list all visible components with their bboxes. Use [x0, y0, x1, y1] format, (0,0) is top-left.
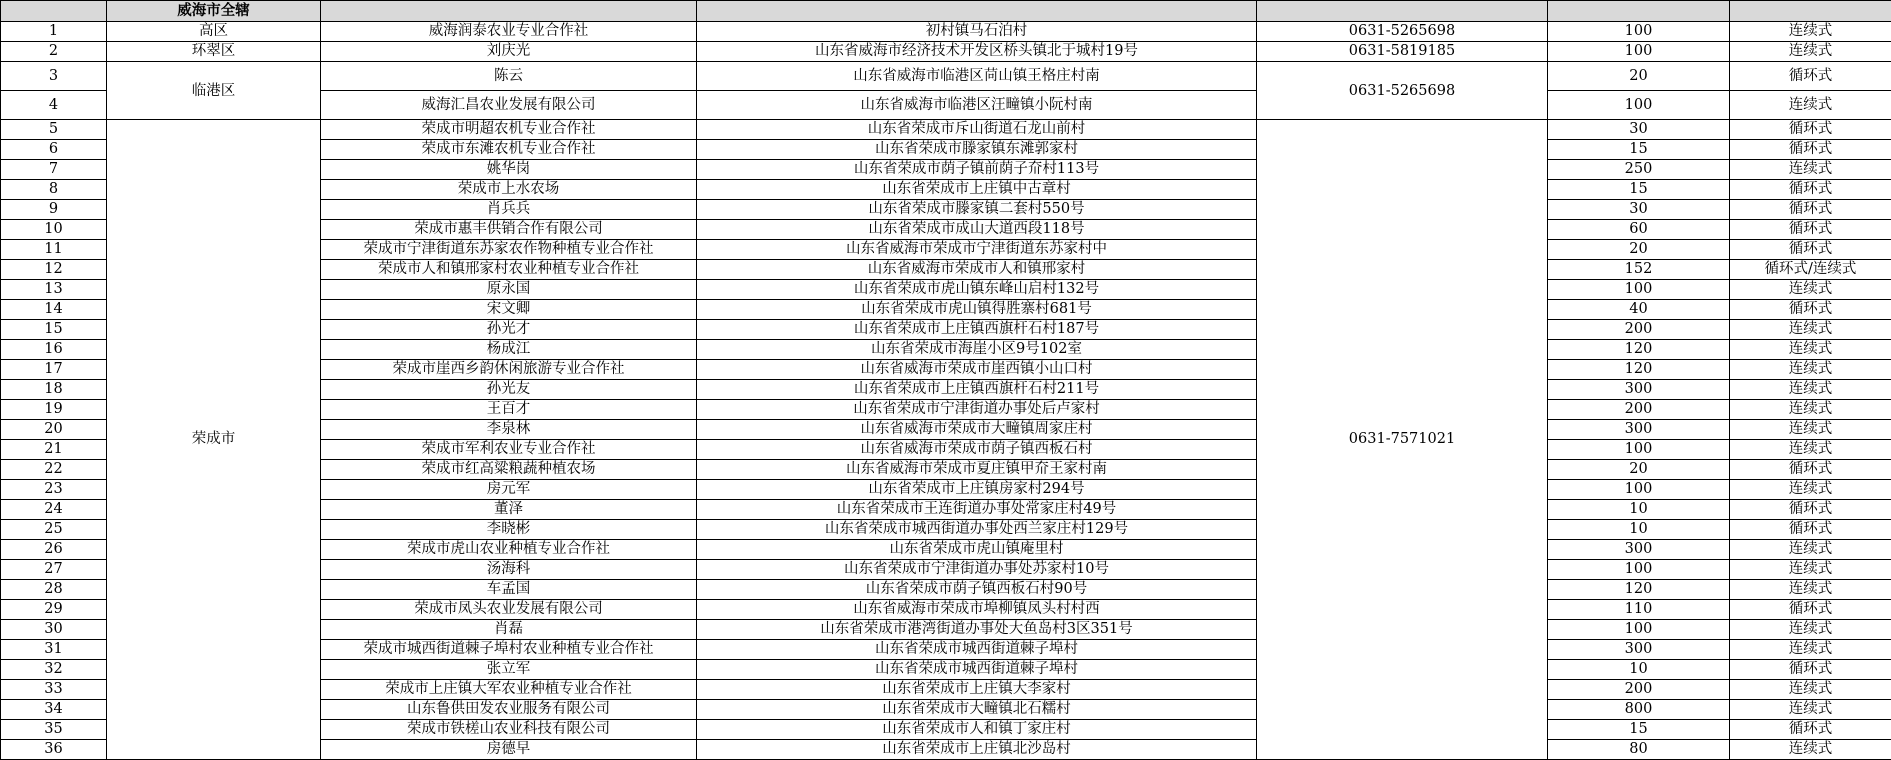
- cell-name[interactable]: 姚华岗: [321, 160, 697, 180]
- cell-no[interactable]: 15: [1, 320, 107, 340]
- cell-quantity[interactable]: 300: [1548, 420, 1730, 440]
- cell-no[interactable]: 10: [1, 220, 107, 240]
- cell-name[interactable]: 荣成市上水农场: [321, 180, 697, 200]
- cell-no[interactable]: 18: [1, 380, 107, 400]
- cell-type[interactable]: 循环式: [1730, 62, 1891, 91]
- cell-name[interactable]: 荣成市宁津街道东苏家农作物种植专业合作社: [321, 240, 697, 260]
- cell-type[interactable]: 连续式: [1730, 320, 1891, 340]
- cell-no[interactable]: 30: [1, 620, 107, 640]
- cell-address[interactable]: 山东省荣成市荫子镇西板石村90号: [697, 580, 1257, 600]
- cell-no[interactable]: 11: [1, 240, 107, 260]
- cell-quantity[interactable]: 100: [1548, 480, 1730, 500]
- cell-type[interactable]: 连续式: [1730, 440, 1891, 460]
- cell-no[interactable]: 12: [1, 260, 107, 280]
- cell-no[interactable]: 4: [1, 91, 107, 120]
- cell-type[interactable]: 循环式/连续式: [1730, 260, 1891, 280]
- cell-quantity[interactable]: 110: [1548, 600, 1730, 620]
- cell-name[interactable]: 荣成市东滩农机专业合作社: [321, 140, 697, 160]
- cell-address[interactable]: 山东省威海市荣成市夏庄镇甲夼王家村南: [697, 460, 1257, 480]
- cell-quantity[interactable]: 80: [1548, 740, 1730, 760]
- cell-name[interactable]: 原永国: [321, 280, 697, 300]
- cell-address[interactable]: 山东省威海市经济技术开发区桥头镇北于城村19号: [697, 42, 1257, 62]
- cell-address[interactable]: 山东省威海市荣成市人和镇邢家村: [697, 260, 1257, 280]
- cell-address[interactable]: 山东省荣成市海崖小区9号102室: [697, 340, 1257, 360]
- cell-address[interactable]: 山东省威海市荣成市崖西镇小山口村: [697, 360, 1257, 380]
- cell-no[interactable]: 21: [1, 440, 107, 460]
- cell-quantity[interactable]: 30: [1548, 200, 1730, 220]
- cell-no[interactable]: 1: [1, 22, 107, 42]
- cell-no[interactable]: 23: [1, 480, 107, 500]
- cell-type[interactable]: 连续式: [1730, 360, 1891, 380]
- cell-type[interactable]: 连续式: [1730, 680, 1891, 700]
- cell-address[interactable]: 山东省荣成市上庄镇北沙岛村: [697, 740, 1257, 760]
- cell-quantity[interactable]: 10: [1548, 660, 1730, 680]
- cell-name[interactable]: 山东鲁供田发农业服务有限公司: [321, 700, 697, 720]
- cell-no[interactable]: 14: [1, 300, 107, 320]
- cell-quantity[interactable]: 20: [1548, 240, 1730, 260]
- cell-no[interactable]: 20: [1, 420, 107, 440]
- header-cell-type[interactable]: [1730, 1, 1891, 22]
- cell-no[interactable]: 28: [1, 580, 107, 600]
- cell-quantity[interactable]: 100: [1548, 280, 1730, 300]
- cell-type[interactable]: 循环式: [1730, 660, 1891, 680]
- cell-quantity[interactable]: 120: [1548, 360, 1730, 380]
- cell-no[interactable]: 25: [1, 520, 107, 540]
- cell-type[interactable]: 连续式: [1730, 640, 1891, 660]
- table-body: [1, 1, 1891, 760]
- cell-no[interactable]: 29: [1, 600, 107, 620]
- header-row: [1, 1, 1891, 22]
- cell-no[interactable]: 26: [1, 540, 107, 560]
- cell-address[interactable]: 山东省威海市临港区汪疃镇小阮村南: [697, 91, 1257, 120]
- cell-address[interactable]: 山东省荣成市上庄镇房家村294号: [697, 480, 1257, 500]
- cell-quantity[interactable]: 200: [1548, 320, 1730, 340]
- cell-area[interactable]: 临港区: [107, 62, 321, 120]
- cell-type[interactable]: 连续式: [1730, 540, 1891, 560]
- cell-name[interactable]: 李晓彬: [321, 520, 697, 540]
- cell-type[interactable]: 连续式: [1730, 560, 1891, 580]
- cell-type[interactable]: 循环式: [1730, 520, 1891, 540]
- cell-type[interactable]: 连续式: [1730, 160, 1891, 180]
- cell-quantity[interactable]: 100: [1548, 620, 1730, 640]
- cell-address[interactable]: 山东省威海市临港区苘山镇王格庄村南: [697, 62, 1257, 91]
- cell-no[interactable]: 36: [1, 740, 107, 760]
- cell-no[interactable]: 13: [1, 280, 107, 300]
- cell-address[interactable]: 山东省荣成市上庄镇西旗杆石村211号: [697, 380, 1257, 400]
- cell-no[interactable]: 33: [1, 680, 107, 700]
- cell-type[interactable]: 循环式: [1730, 120, 1891, 140]
- cell-quantity[interactable]: 15: [1548, 140, 1730, 160]
- cell-name[interactable]: 孙光才: [321, 320, 697, 340]
- cell-address[interactable]: 山东省荣成市上庄镇中古章村: [697, 180, 1257, 200]
- cell-address[interactable]: 初村镇马石泊村: [697, 22, 1257, 42]
- cell-address[interactable]: 山东省荣成市人和镇丁家庄村: [697, 720, 1257, 740]
- cell-address[interactable]: 山东省荣成市上庄镇西旗杆石村187号: [697, 320, 1257, 340]
- cell-type[interactable]: 循环式: [1730, 720, 1891, 740]
- cell-type[interactable]: 循环式: [1730, 220, 1891, 240]
- cell-address[interactable]: 山东省荣成市港湾街道办事处大鱼岛村3区351号: [697, 620, 1257, 640]
- cell-address[interactable]: 山东省荣成市城西街道棘子埠村: [697, 640, 1257, 660]
- cell-type[interactable]: 连续式: [1730, 700, 1891, 720]
- cell-quantity[interactable]: 100: [1548, 42, 1730, 62]
- cell-quantity[interactable]: 100: [1548, 22, 1730, 42]
- cell-name[interactable]: 李泉林: [321, 420, 697, 440]
- cell-no[interactable]: 6: [1, 140, 107, 160]
- cell-quantity[interactable]: 120: [1548, 580, 1730, 600]
- cell-address[interactable]: 山东省荣成市城西街道棘子埠村: [697, 660, 1257, 680]
- cell-address[interactable]: 山东省威海市荣成市荫子镇西板石村: [697, 440, 1257, 460]
- cell-quantity[interactable]: 20: [1548, 460, 1730, 480]
- cell-type[interactable]: 连续式: [1730, 91, 1891, 120]
- cell-name[interactable]: 荣成市凤头农业发展有限公司: [321, 600, 697, 620]
- cell-quantity[interactable]: 40: [1548, 300, 1730, 320]
- cell-no[interactable]: 22: [1, 460, 107, 480]
- cell-name[interactable]: 荣成市铁槎山农业科技有限公司: [321, 720, 697, 740]
- cell-no[interactable]: 34: [1, 700, 107, 720]
- cell-address[interactable]: 山东省荣成市王连街道办事处常家庄村49号: [697, 500, 1257, 520]
- cell-name[interactable]: 荣成市惠丰供销合作有限公司: [321, 220, 697, 240]
- cell-address[interactable]: 山东省荣成市斥山街道石龙山前村: [697, 120, 1257, 140]
- cell-type[interactable]: 循环式: [1730, 140, 1891, 160]
- cell-type[interactable]: 连续式: [1730, 22, 1891, 42]
- cell-phone[interactable]: 0631-5265698: [1257, 22, 1548, 42]
- cell-quantity[interactable]: 300: [1548, 380, 1730, 400]
- cell-quantity[interactable]: 20: [1548, 62, 1730, 91]
- cell-name[interactable]: 荣成市虎山农业种植专业合作社: [321, 540, 697, 560]
- cell-type[interactable]: 循环式: [1730, 200, 1891, 220]
- cell-quantity[interactable]: 300: [1548, 640, 1730, 660]
- cell-quantity[interactable]: 10: [1548, 520, 1730, 540]
- cell-no[interactable]: 24: [1, 500, 107, 520]
- cell-address[interactable]: 山东省荣成市宁津街道办事处后卢家村: [697, 400, 1257, 420]
- cell-no[interactable]: 2: [1, 42, 107, 62]
- table-row: [1, 120, 1891, 140]
- cell-type[interactable]: 连续式: [1730, 340, 1891, 360]
- cell-address[interactable]: 山东省荣成市宁津街道办事处苏家村10号: [697, 560, 1257, 580]
- cell-no[interactable]: 9: [1, 200, 107, 220]
- cell-no[interactable]: 32: [1, 660, 107, 680]
- cell-name[interactable]: 王百才: [321, 400, 697, 420]
- cell-area[interactable]: 环翠区: [107, 42, 321, 62]
- cell-address[interactable]: 山东省荣成市上庄镇大李家村: [697, 680, 1257, 700]
- cell-type[interactable]: 连续式: [1730, 380, 1891, 400]
- cell-name[interactable]: 荣成市崖西乡韵休闲旅游专业合作社: [321, 360, 697, 380]
- cell-phone[interactable]: 0631-5819185: [1257, 42, 1548, 62]
- header-cell-phone[interactable]: [1257, 1, 1548, 22]
- cell-quantity[interactable]: 15: [1548, 720, 1730, 740]
- cell-address[interactable]: 山东省威海市荣成市大疃镇周家庄村: [697, 420, 1257, 440]
- cell-name[interactable]: 荣成市上庄镇大军农业种植专业合作社: [321, 680, 697, 700]
- cell-type[interactable]: 循环式: [1730, 460, 1891, 480]
- cell-type[interactable]: 循环式: [1730, 600, 1891, 620]
- table-row: [1, 62, 1891, 91]
- cell-address[interactable]: 山东省荣成市滕家镇二套村550号: [697, 200, 1257, 220]
- cell-type[interactable]: 连续式: [1730, 740, 1891, 760]
- cell-address[interactable]: 山东省荣成市虎山镇东峰山启村132号: [697, 280, 1257, 300]
- cell-address[interactable]: 山东省荣成市城西街道办事处西兰家庄村129号: [697, 520, 1257, 540]
- cell-type[interactable]: 连续式: [1730, 400, 1891, 420]
- cell-quantity[interactable]: 250: [1548, 160, 1730, 180]
- cell-quantity[interactable]: 30: [1548, 120, 1730, 140]
- cell-quantity[interactable]: 152: [1548, 260, 1730, 280]
- cell-quantity[interactable]: 100: [1548, 560, 1730, 580]
- cell-quantity[interactable]: 300: [1548, 540, 1730, 560]
- header-cell-address[interactable]: [697, 1, 1257, 22]
- header-cell-quantity[interactable]: [1548, 1, 1730, 22]
- cell-no[interactable]: 19: [1, 400, 107, 420]
- cell-quantity[interactable]: 100: [1548, 91, 1730, 120]
- cell-name[interactable]: 张立军: [321, 660, 697, 680]
- cell-no[interactable]: 35: [1, 720, 107, 740]
- cell-name[interactable]: 威海润泰农业专业合作社: [321, 22, 697, 42]
- cell-address[interactable]: 山东省威海市荣成市埠柳镇凤头村村西: [697, 600, 1257, 620]
- cell-type[interactable]: 连续式: [1730, 480, 1891, 500]
- cell-quantity[interactable]: 200: [1548, 400, 1730, 420]
- cell-quantity[interactable]: 800: [1548, 700, 1730, 720]
- cell-name[interactable]: 荣成市城西街道棘子埠村农业种植专业合作社: [321, 640, 697, 660]
- cell-name[interactable]: 房元军: [321, 480, 697, 500]
- cell-address[interactable]: 山东省荣成市虎山镇庵里村: [697, 540, 1257, 560]
- cell-address[interactable]: 山东省荣成市滕家镇东滩郭家村: [697, 140, 1257, 160]
- cell-type[interactable]: 连续式: [1730, 420, 1891, 440]
- cell-type[interactable]: 连续式: [1730, 42, 1891, 62]
- cell-name[interactable]: 荣成市人和镇邢家村农业种植专业合作社: [321, 260, 697, 280]
- cell-type[interactable]: 循环式: [1730, 240, 1891, 260]
- cell-type[interactable]: 循环式: [1730, 300, 1891, 320]
- cell-name[interactable]: 宋文卿: [321, 300, 697, 320]
- cell-quantity[interactable]: 60: [1548, 220, 1730, 240]
- cell-name[interactable]: 荣成市明超农机专业合作社: [321, 120, 697, 140]
- cell-name[interactable]: 肖磊: [321, 620, 697, 640]
- cell-quantity[interactable]: 10: [1548, 500, 1730, 520]
- cell-name[interactable]: 荣成市红高粱粮蔬种植农场: [321, 460, 697, 480]
- cell-address[interactable]: 山东省威海市荣成市宁津街道东苏家村中: [697, 240, 1257, 260]
- cell-address[interactable]: 山东省荣成市荫子镇前荫子夼村113号: [697, 160, 1257, 180]
- cell-no[interactable]: 7: [1, 160, 107, 180]
- cell-name[interactable]: 车孟国: [321, 580, 697, 600]
- table-row: [1, 22, 1891, 42]
- cell-no[interactable]: 31: [1, 640, 107, 660]
- cell-phone[interactable]: 0631-5265698: [1257, 62, 1548, 120]
- cell-name[interactable]: 肖兵兵: [321, 200, 697, 220]
- header-cell-name[interactable]: [321, 1, 697, 22]
- cell-phone[interactable]: 0631-7571021: [1257, 120, 1548, 760]
- cell-no[interactable]: 5: [1, 120, 107, 140]
- cell-quantity[interactable]: 200: [1548, 680, 1730, 700]
- cell-quantity[interactable]: 15: [1548, 180, 1730, 200]
- cell-name[interactable]: 房德早: [321, 740, 697, 760]
- cell-type[interactable]: 连续式: [1730, 280, 1891, 300]
- cell-name[interactable]: 汤海科: [321, 560, 697, 580]
- cell-no[interactable]: 27: [1, 560, 107, 580]
- cell-no[interactable]: 16: [1, 340, 107, 360]
- region-title[interactable]: 威海市全辖: [107, 1, 321, 22]
- cell-no[interactable]: 3: [1, 62, 107, 91]
- cell-quantity[interactable]: 100: [1548, 440, 1730, 460]
- cell-name[interactable]: 杨成江: [321, 340, 697, 360]
- cell-address[interactable]: 山东省荣成市成山大道西段118号: [697, 220, 1257, 240]
- cell-type[interactable]: 循环式: [1730, 500, 1891, 520]
- table-row: [1, 42, 1891, 62]
- header-cell-no[interactable]: [1, 1, 107, 22]
- cell-type[interactable]: 连续式: [1730, 620, 1891, 640]
- cell-address[interactable]: 山东省荣成市虎山镇得胜寨村681号: [697, 300, 1257, 320]
- cell-name[interactable]: 孙光友: [321, 380, 697, 400]
- cell-address[interactable]: 山东省荣成市大疃镇北石糯村: [697, 700, 1257, 720]
- cell-quantity[interactable]: 120: [1548, 340, 1730, 360]
- cell-name[interactable]: 荣成市军利农业专业合作社: [321, 440, 697, 460]
- cell-type[interactable]: 循环式: [1730, 180, 1891, 200]
- cell-type[interactable]: 连续式: [1730, 580, 1891, 600]
- cell-area[interactable]: 高区: [107, 22, 321, 42]
- cell-name[interactable]: 董泽: [321, 500, 697, 520]
- cell-name[interactable]: 陈云: [321, 62, 697, 91]
- cell-name[interactable]: 刘庆光: [321, 42, 697, 62]
- cell-no[interactable]: 17: [1, 360, 107, 380]
- cell-area[interactable]: 荣成市: [107, 120, 321, 760]
- cell-no[interactable]: 8: [1, 180, 107, 200]
- cell-name[interactable]: 威海汇昌农业发展有限公司: [321, 91, 697, 120]
